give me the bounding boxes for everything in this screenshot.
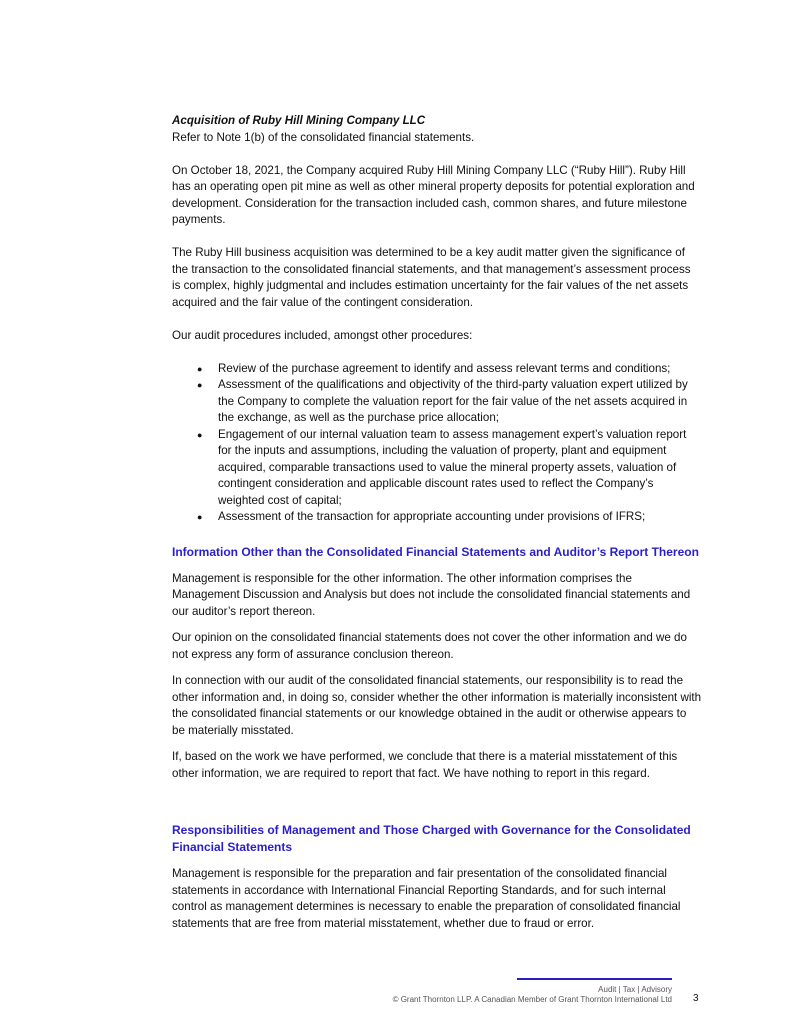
other-information-paragraph: If, based on the work we have performed, we conclude that there is a material misstatement of this other information, we are required to report that fact. We have nothing to report in this regard.: [172, 750, 678, 780]
acquisition-reference: Refer to Note 1(b) of the consolidated financial statements.: [172, 130, 475, 144]
list-item-text: Review of the purchase agreement to identify and assess relevant terms and conditions;: [218, 361, 671, 375]
bullet-icon: ●: [197, 363, 203, 374]
acquisition-paragraph: The Ruby Hill business acquisition was determined to be a key audit matter given the significance of the transaction to the consolidated financial statements, and that management’s assessment process is complex, highly judgmental and includes estimation uncertainty for the fair values of the net assets acquired and the fair value of the contingent consideration.: [172, 246, 691, 309]
list-item-text: Assessment of the transaction for appropriate accounting under provisions of IFRS;: [218, 510, 646, 523]
bullet-icon: ●: [197, 512, 203, 522]
document-body: [172, 113, 702, 932]
footer-divider: [517, 978, 672, 980]
footer-copyright: © Grant Thornton LLP. A Canadian Member of Grant Thornton International Ltd: [392, 995, 672, 1004]
audit-procedures-list: [172, 361, 702, 526]
footer-text: [393, 985, 672, 1005]
other-information-paragraph: Management is responsible for the other information. The other information comprises the Management Discussion and Analysis but does not include the consolidated financial statements and our auditor’s report thereon.: [172, 571, 691, 618]
other-information-paragraph: In connection with our audit of the consolidated financial statements, our responsibility is to read the other information and, in doing so, consider whether the other information is materially inconsistent with the consolidated financial statements or our knowledge obtained in the audit or otherwise appears to be materially misstated.: [172, 674, 702, 737]
footer-services: Audit | Tax | Advisory: [598, 985, 672, 994]
responsibilities-heading: Responsibilities of Management and Those Charged with Governance for the Consolidated Financial Statements: [172, 823, 691, 854]
bullet-icon: ●: [197, 429, 203, 440]
other-information-paragraph: Our opinion on the consolidated financial statements does not cover the other information and we do not express any form of assurance conclusion thereon.: [172, 631, 687, 661]
responsibilities-paragraph: Management is responsible for the preparation and fair presentation of the consolidated financial statements in accordance with International Financial Reporting Standards, and for such internal control as management determines is necessary to enable the preparation of consolidated financial statements that are free from material misstatement, whether due to fraud or error.: [172, 867, 681, 930]
list-item-text: Engagement of our internal valuation team to assess management expert’s valuation report for the inputs and assumptions, including the valuation of property, plant and equipment acquired, comparable transactions used to value the mineral property assets, valuation of contingent consideration and applicable discount rates used to reflect the Company’s weighted cost of capital;: [218, 427, 687, 507]
list-item: [172, 509, 702, 526]
page-number: 3: [693, 993, 699, 1004]
list-item-text: Assessment of the qualifications and objectivity of the third-party valuation expert utilized by the Company to complete the valuation report for the fair value of the net assets acquired in the exchange, as well as the purchase price allocation;: [218, 378, 688, 424]
list-item: [172, 427, 702, 510]
list-item: [172, 361, 702, 378]
bullet-icon: ●: [197, 380, 203, 390]
other-information-heading: Information Other than the Consolidated Financial Statements and Auditor’s Report Thereon: [172, 544, 699, 559]
acquisition-paragraph: On October 18, 2021, the Company acquired Ruby Hill Mining Company LLC (“Ruby Hill”). Ruby Hill has an operating open pit mine as well as other mineral property deposits for potential exploration and development. Consideration for the transaction included cash, common shares, and future milestone payments.: [172, 163, 695, 226]
acquisition-paragraph: Our audit procedures included, amongst other procedures:: [172, 328, 473, 342]
list-item: [172, 377, 702, 427]
acquisition-heading: Acquisition of Ruby Hill Mining Company LLC: [172, 114, 426, 127]
